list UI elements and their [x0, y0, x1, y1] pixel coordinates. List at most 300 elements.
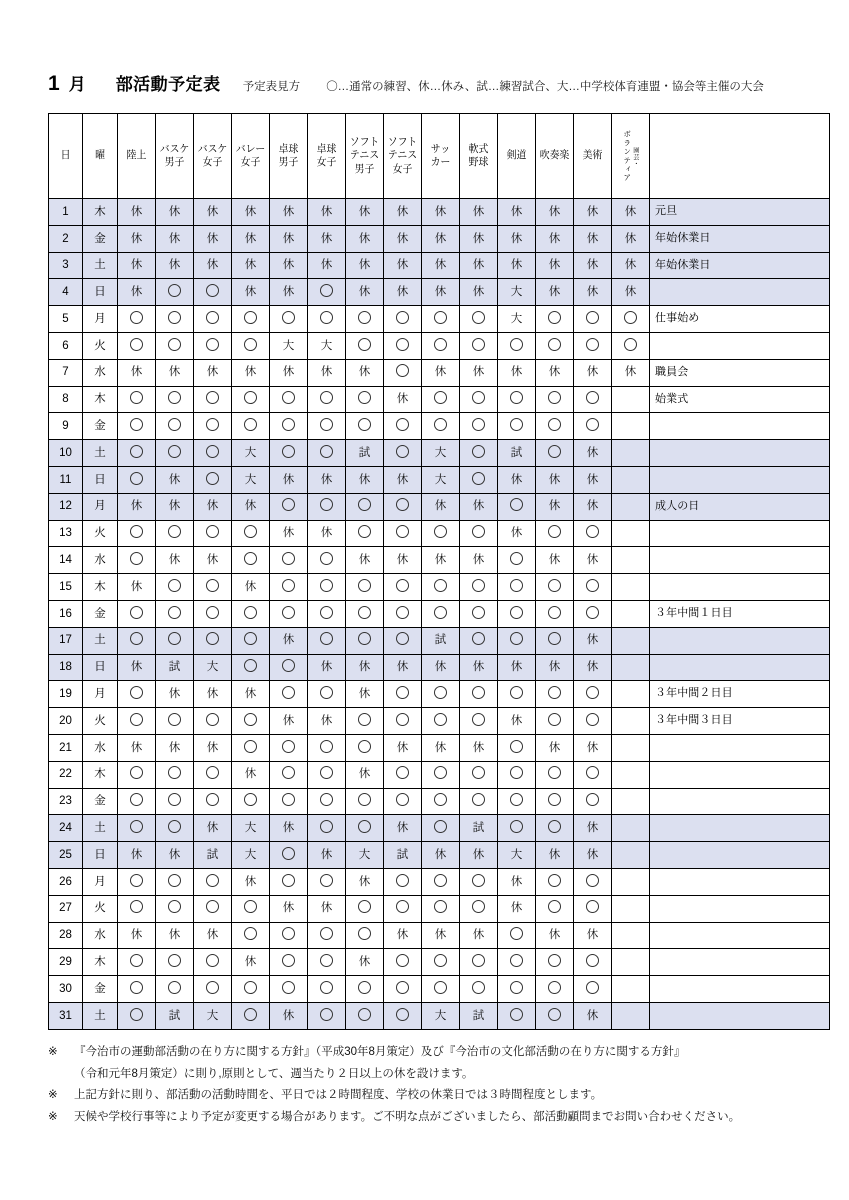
cell-activity: 休: [232, 199, 270, 226]
circle-icon: [320, 927, 333, 940]
circle-icon: [130, 793, 143, 806]
cell-activity: [460, 627, 498, 654]
cell-activity: [270, 654, 308, 681]
cell-activity: [156, 895, 194, 922]
cell-day: 10: [49, 440, 83, 467]
page-title-row: [48, 70, 825, 100]
circle-icon: [472, 525, 485, 538]
cell-activity: [384, 306, 422, 333]
cell-activity: [118, 868, 156, 895]
cell-activity: 休: [384, 547, 422, 574]
circle-icon: [548, 606, 561, 619]
cell-activity: [384, 413, 422, 440]
cell-day: 7: [49, 359, 83, 386]
column-header-line: 男子: [278, 156, 299, 168]
cell-activity: [384, 359, 422, 386]
volunteer-label-sub: 園芸・: [631, 146, 639, 168]
circle-icon: [396, 766, 409, 779]
cell-activity: 休: [118, 654, 156, 681]
cell-activity: 休: [384, 815, 422, 842]
cell-activity: 休: [498, 359, 536, 386]
cell-day: 4: [49, 279, 83, 306]
cell-activity: [422, 976, 460, 1003]
cell-activity: 休: [308, 520, 346, 547]
circle-icon: [586, 338, 599, 351]
cell-activity: [194, 949, 232, 976]
cell-weekday: 火: [83, 520, 118, 547]
cell-activity: 休: [574, 466, 612, 493]
table-row: [49, 788, 830, 815]
cell-day: 29: [49, 949, 83, 976]
cell-activity: 休: [460, 199, 498, 226]
cell-activity: [270, 922, 308, 949]
cell-note: [650, 734, 830, 761]
cell-note: [650, 332, 830, 359]
cell-activity: [460, 413, 498, 440]
circle-icon: [206, 793, 219, 806]
cell-activity: 休: [536, 547, 574, 574]
cell-note: [650, 466, 830, 493]
cell-weekday: 日: [83, 654, 118, 681]
cell-activity: 休: [118, 574, 156, 601]
table-row: [49, 279, 830, 306]
cell-activity: [194, 306, 232, 333]
cell-activity: [194, 466, 232, 493]
cell-activity: 休: [536, 466, 574, 493]
cell-activity: [384, 868, 422, 895]
cell-activity: 休: [156, 734, 194, 761]
cell-activity: [346, 734, 384, 761]
cell-activity: [574, 788, 612, 815]
circle-icon: [244, 740, 257, 753]
cell-activity: 休: [422, 493, 460, 520]
volunteer-label-main: ボランティア: [622, 129, 632, 183]
cell-activity: 休: [574, 842, 612, 869]
cell-day: 26: [49, 868, 83, 895]
circle-icon: [396, 418, 409, 431]
cell-note: 年始休業日: [650, 225, 830, 252]
circle-icon: [510, 552, 523, 565]
cell-activity: 休: [194, 252, 232, 279]
circle-icon: [548, 713, 561, 726]
cell-weekday: 火: [83, 895, 118, 922]
column-header-c1: [118, 114, 156, 199]
cell-activity: [498, 600, 536, 627]
cell-activity: [384, 493, 422, 520]
cell-day: 1: [49, 199, 83, 226]
table-row: [49, 574, 830, 601]
circle-icon: [358, 900, 371, 913]
circle-icon: [358, 579, 371, 592]
cell-activity: [232, 627, 270, 654]
cell-activity: 休: [346, 225, 384, 252]
circle-icon: [548, 311, 561, 324]
cell-activity: [460, 466, 498, 493]
cell-activity: 大: [232, 815, 270, 842]
cell-activity: 休: [194, 199, 232, 226]
column-header-line: サッ: [430, 142, 451, 155]
cell-note: [650, 279, 830, 306]
cell-activity: [194, 440, 232, 467]
circle-icon: [510, 927, 523, 940]
cell-activity: [460, 895, 498, 922]
column-header-line: 女子: [202, 156, 223, 168]
circle-icon: [434, 954, 447, 967]
cell-activity: [308, 574, 346, 601]
cell-activity: [536, 332, 574, 359]
cell-activity: [194, 761, 232, 788]
cell-note: 始業式: [650, 386, 830, 413]
circle-icon: [130, 713, 143, 726]
cell-activity: [346, 708, 384, 735]
circle-icon: [358, 498, 371, 511]
cell-day: 8: [49, 386, 83, 413]
circle-icon: [434, 686, 447, 699]
cell-activity: 休: [308, 654, 346, 681]
table-row: [49, 654, 830, 681]
cell-activity: [536, 895, 574, 922]
circle-icon: [396, 525, 409, 538]
circle-icon: [548, 338, 561, 351]
cell-activity: [232, 520, 270, 547]
cell-activity: 休: [118, 734, 156, 761]
circle-icon: [548, 900, 561, 913]
cell-day: 11: [49, 466, 83, 493]
cell-weekday: 水: [83, 734, 118, 761]
cell-activity: [536, 788, 574, 815]
cell-activity: 休: [118, 225, 156, 252]
cell-activity: [270, 842, 308, 869]
cell-day: 12: [49, 493, 83, 520]
cell-day: 23: [49, 788, 83, 815]
cell-activity: 大: [422, 1002, 460, 1029]
cell-activity: 休: [384, 225, 422, 252]
column-header-line: 女子: [316, 156, 337, 168]
cell-activity: 休: [498, 654, 536, 681]
circle-icon: [510, 820, 523, 833]
cell-activity: 休: [232, 681, 270, 708]
table-row: [49, 708, 830, 735]
cell-activity: [460, 949, 498, 976]
circle-icon: [358, 525, 371, 538]
cell-activity: [384, 440, 422, 467]
cell-activity: [574, 386, 612, 413]
cell-activity: 休: [270, 815, 308, 842]
cell-activity: [536, 708, 574, 735]
cell-activity: [118, 440, 156, 467]
column-header-line: 男子: [164, 156, 185, 168]
cell-activity: [498, 1002, 536, 1029]
cell-activity: [498, 627, 536, 654]
circle-icon: [282, 954, 295, 967]
circle-icon: [206, 579, 219, 592]
cell-activity: [612, 332, 650, 359]
cell-activity: [346, 1002, 384, 1029]
cell-activity: [194, 574, 232, 601]
cell-activity: 休: [460, 547, 498, 574]
cell-activity: [612, 413, 650, 440]
circle-icon: [130, 472, 143, 485]
circle-icon: [244, 659, 257, 672]
cell-activity: 休: [536, 493, 574, 520]
footer-notes: [48, 1042, 825, 1129]
cell-weekday: 土: [83, 252, 118, 279]
cell-activity: [536, 306, 574, 333]
cell-activity: [498, 761, 536, 788]
cell-activity: [232, 922, 270, 949]
cell-activity: [156, 279, 194, 306]
cell-activity: [612, 922, 650, 949]
circle-icon: [244, 900, 257, 913]
cell-activity: [574, 976, 612, 1003]
cell-activity: [156, 627, 194, 654]
table-row: [49, 306, 830, 333]
cell-weekday: 月: [83, 306, 118, 333]
cell-activity: [384, 520, 422, 547]
cell-activity: [384, 332, 422, 359]
cell-activity: [574, 520, 612, 547]
legend-text: 〇…通常の練習、休…休み、試…練習試合、大…中学校体育連盟・協会等主催の大会: [326, 81, 764, 93]
note-text-1b: （令和元年8月策定）に則り,原則として、週当たり２日以上の休を設けます。: [74, 1067, 474, 1080]
cell-activity: 休: [194, 815, 232, 842]
cell-activity: [118, 413, 156, 440]
circle-icon: [510, 954, 523, 967]
cell-activity: 休: [270, 895, 308, 922]
cell-activity: 休: [194, 922, 232, 949]
circle-icon: [548, 525, 561, 538]
cell-activity: [498, 332, 536, 359]
cell-activity: [384, 681, 422, 708]
cell-activity: [574, 949, 612, 976]
cell-weekday: 月: [83, 681, 118, 708]
circle-icon: [244, 391, 257, 404]
table-row: [49, 949, 830, 976]
cell-activity: [232, 734, 270, 761]
circle-icon: [586, 418, 599, 431]
circle-icon: [168, 713, 181, 726]
cell-activity: 休: [308, 359, 346, 386]
column-header-day: [49, 114, 83, 199]
column-header-line: 女子: [392, 162, 413, 175]
cell-activity: 休: [118, 199, 156, 226]
cell-activity: [574, 306, 612, 333]
cell-note: [650, 761, 830, 788]
circle-icon: [472, 632, 485, 645]
column-header-line: バスケ: [159, 142, 190, 155]
circle-icon: [320, 632, 333, 645]
circle-icon: [282, 418, 295, 431]
circle-icon: [358, 820, 371, 833]
column-header-c5: [270, 114, 308, 199]
circle-icon: [434, 793, 447, 806]
circle-icon: [130, 418, 143, 431]
note-line-1: [48, 1042, 825, 1064]
month-number: 1: [48, 72, 60, 95]
column-header-c3: [194, 114, 232, 199]
cell-activity: [384, 949, 422, 976]
cell-note: 職員会: [650, 359, 830, 386]
cell-activity: 休: [156, 922, 194, 949]
cell-activity: [308, 386, 346, 413]
cell-activity: [194, 868, 232, 895]
column-header-c11: [498, 114, 536, 199]
column-header-line: 吹奏楽: [539, 149, 570, 162]
circle-icon: [282, 874, 295, 887]
cell-weekday: 金: [83, 225, 118, 252]
cell-activity: 休: [574, 252, 612, 279]
cell-activity: 休: [422, 654, 460, 681]
cell-activity: [612, 895, 650, 922]
cell-activity: 大: [308, 332, 346, 359]
circle-icon: [396, 445, 409, 458]
cell-activity: [118, 520, 156, 547]
cell-weekday: 日: [83, 842, 118, 869]
circle-icon: [206, 338, 219, 351]
circle-icon: [168, 766, 181, 779]
circle-icon: [168, 445, 181, 458]
cell-day: 5: [49, 306, 83, 333]
cell-activity: [194, 386, 232, 413]
cell-activity: 休: [270, 466, 308, 493]
cell-activity: [232, 332, 270, 359]
circle-icon: [168, 311, 181, 324]
cell-activity: 休: [460, 225, 498, 252]
circle-icon: [472, 793, 485, 806]
cell-activity: 休: [232, 225, 270, 252]
circle-icon: [206, 954, 219, 967]
cell-weekday: 土: [83, 1002, 118, 1029]
cell-activity: [536, 976, 574, 1003]
circle-icon: [282, 766, 295, 779]
cell-activity: [536, 949, 574, 976]
cell-activity: 休: [156, 359, 194, 386]
circle-icon: [586, 606, 599, 619]
circle-icon: [472, 579, 485, 592]
cell-activity: [612, 949, 650, 976]
circle-icon: [472, 418, 485, 431]
cell-activity: [498, 547, 536, 574]
cell-activity: [194, 708, 232, 735]
cell-activity: 休: [498, 520, 536, 547]
cell-weekday: 金: [83, 788, 118, 815]
circle-icon: [510, 579, 523, 592]
circle-icon: [320, 606, 333, 619]
circle-icon: [472, 338, 485, 351]
cell-activity: [498, 574, 536, 601]
circle-icon: [282, 552, 295, 565]
cell-activity: [270, 547, 308, 574]
cell-activity: [118, 600, 156, 627]
cell-activity: 休: [232, 574, 270, 601]
cell-activity: [194, 600, 232, 627]
circle-icon: [130, 981, 143, 994]
cell-activity: 休: [308, 199, 346, 226]
cell-activity: 休: [422, 922, 460, 949]
cell-weekday: 木: [83, 199, 118, 226]
cell-note: 成人の日: [650, 493, 830, 520]
table-row: [49, 976, 830, 1003]
cell-activity: [270, 386, 308, 413]
circle-icon: [396, 579, 409, 592]
cell-activity: 休: [574, 1002, 612, 1029]
cell-activity: [536, 386, 574, 413]
cell-activity: [612, 868, 650, 895]
cell-day: 9: [49, 413, 83, 440]
circle-icon: [396, 900, 409, 913]
table-row: [49, 868, 830, 895]
cell-activity: [118, 761, 156, 788]
cell-day: 3: [49, 252, 83, 279]
circle-icon: [282, 793, 295, 806]
cell-activity: [460, 708, 498, 735]
cell-activity: 休: [346, 466, 384, 493]
circle-icon: [130, 820, 143, 833]
cell-activity: 休: [460, 252, 498, 279]
cell-activity: [156, 949, 194, 976]
cell-activity: [118, 895, 156, 922]
note-text-1: 『今治市の運動部活動の在り方に関する方針』（平成30年8月策定）及び『今治市の文化部活動の在り方に関する方針』: [74, 1045, 686, 1058]
circle-icon: [548, 954, 561, 967]
table-head: [49, 114, 830, 199]
cell-activity: 休: [194, 225, 232, 252]
cell-activity: [232, 708, 270, 735]
cell-activity: 休: [232, 761, 270, 788]
cell-activity: [612, 547, 650, 574]
circle-icon: [586, 525, 599, 538]
cell-day: 6: [49, 332, 83, 359]
cell-activity: [422, 815, 460, 842]
note-line-2: [48, 1085, 825, 1107]
cell-activity: [308, 949, 346, 976]
circle-icon: [510, 740, 523, 753]
cell-activity: [612, 386, 650, 413]
circle-icon: [586, 954, 599, 967]
cell-activity: [308, 815, 346, 842]
cell-day: 19: [49, 681, 83, 708]
circle-icon: [168, 391, 181, 404]
cell-activity: 休: [422, 252, 460, 279]
cell-day: 13: [49, 520, 83, 547]
cell-activity: [460, 976, 498, 1003]
column-header-line: ソフト: [349, 136, 380, 149]
cell-activity: 休: [156, 547, 194, 574]
circle-icon: [358, 418, 371, 431]
circle-icon: [320, 418, 333, 431]
cell-activity: [574, 574, 612, 601]
cell-activity: 大: [232, 440, 270, 467]
cell-activity: [118, 627, 156, 654]
cell-activity: 休: [308, 252, 346, 279]
circle-icon: [282, 391, 295, 404]
cell-activity: [156, 413, 194, 440]
column-header-line: テニス: [387, 149, 418, 162]
column-header-c9: [422, 114, 460, 199]
table-row: [49, 815, 830, 842]
cell-activity: [194, 413, 232, 440]
cell-weekday: 木: [83, 386, 118, 413]
cell-activity: 休: [346, 949, 384, 976]
cell-weekday: 木: [83, 761, 118, 788]
table-row: [49, 895, 830, 922]
circle-icon: [510, 766, 523, 779]
note-mark-icon: ※: [48, 1089, 58, 1102]
circle-icon: [434, 606, 447, 619]
cell-activity: [194, 520, 232, 547]
cell-activity: 休: [498, 868, 536, 895]
circle-icon: [130, 391, 143, 404]
circle-icon: [510, 632, 523, 645]
cell-activity: [612, 600, 650, 627]
